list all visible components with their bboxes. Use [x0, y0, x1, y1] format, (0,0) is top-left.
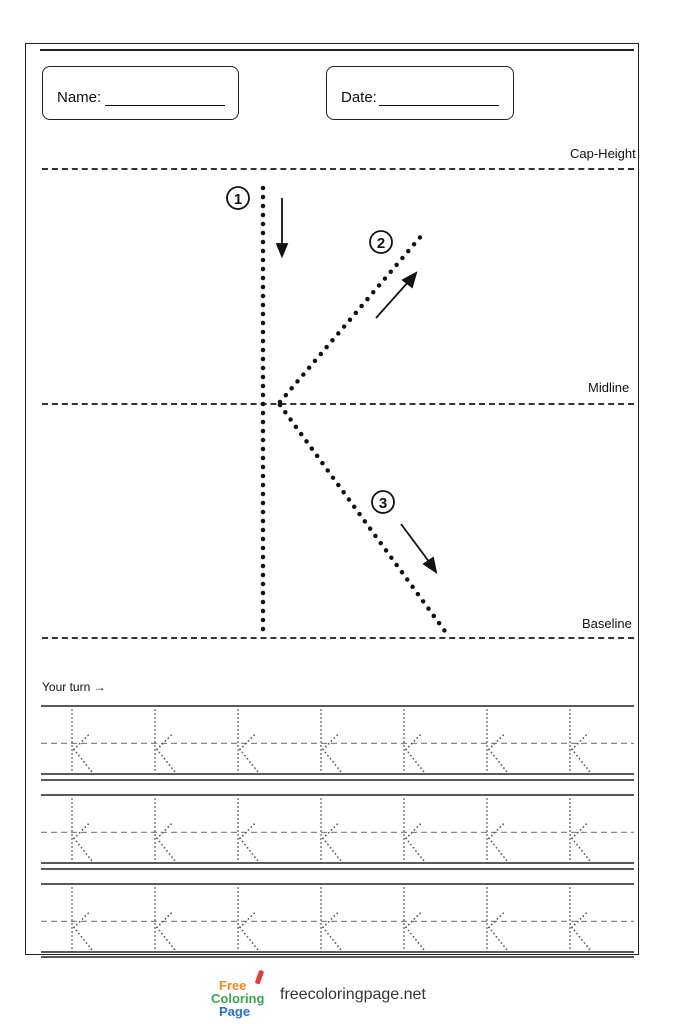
practice-letter-k[interactable]	[487, 799, 507, 861]
practice-letter-k[interactable]	[321, 888, 341, 950]
practice-letter-k[interactable]	[321, 799, 341, 861]
stroke-number-3	[372, 491, 394, 513]
footer	[0, 968, 683, 1024]
baseline-label: Baseline	[582, 616, 632, 631]
site-name[interactable]: freecoloringpage.net	[280, 986, 426, 1003]
practice-row[interactable]	[41, 884, 634, 957]
practice-letter-k[interactable]	[72, 888, 92, 950]
date-label: Date:	[341, 89, 377, 106]
practice-rows	[41, 706, 634, 957]
practice-letter-k[interactable]	[570, 888, 590, 950]
practice-letter-k[interactable]	[487, 888, 507, 950]
practice-letter-k[interactable]	[155, 799, 175, 861]
svg-text:2: 2	[376, 235, 386, 252]
arrow-up-right-icon	[376, 273, 416, 318]
practice-letter-k[interactable]	[404, 888, 424, 950]
practice-letter-k[interactable]	[487, 710, 507, 772]
arrow-right-icon: →	[93, 680, 106, 694]
stroke-3-dots	[280, 405, 447, 634]
svg-text:1: 1	[233, 191, 243, 208]
practice-letter-k[interactable]	[570, 710, 590, 772]
practice-letter-k[interactable]	[238, 710, 258, 772]
cap-height-label: Cap-Height	[570, 146, 636, 161]
svg-text:Coloring: Coloring	[211, 991, 265, 1006]
practice-row[interactable]	[41, 795, 634, 869]
your-turn-text: Your turn	[42, 680, 91, 694]
practice-letter-k[interactable]	[404, 710, 424, 772]
practice-letter-k[interactable]	[321, 710, 341, 772]
practice-letter-k[interactable]	[238, 799, 258, 861]
practice-row[interactable]	[41, 706, 634, 780]
arrow-down-right-icon	[401, 524, 436, 572]
stroke-number-2	[370, 231, 392, 253]
arrow-down-icon	[277, 198, 287, 256]
practice-letter-k[interactable]	[570, 799, 590, 861]
name-label: Name:	[57, 89, 102, 106]
stroke-2-dots	[280, 235, 422, 402]
practice-letter-k[interactable]	[155, 888, 175, 950]
svg-text:3: 3	[378, 495, 388, 512]
midline-label: Midline	[588, 380, 630, 395]
stroke-number-1	[227, 187, 249, 209]
practice-letter-k[interactable]	[404, 799, 424, 861]
practice-letter-k[interactable]	[72, 710, 92, 772]
practice-letter-k[interactable]	[72, 799, 92, 861]
svg-text:Page: Page	[219, 1004, 251, 1019]
practice-letter-k[interactable]	[155, 710, 175, 772]
practice-letter-k[interactable]	[238, 888, 258, 950]
svg-text:Free: Free	[219, 978, 247, 993]
free-coloring-page-logo[interactable]	[205, 968, 275, 1024]
